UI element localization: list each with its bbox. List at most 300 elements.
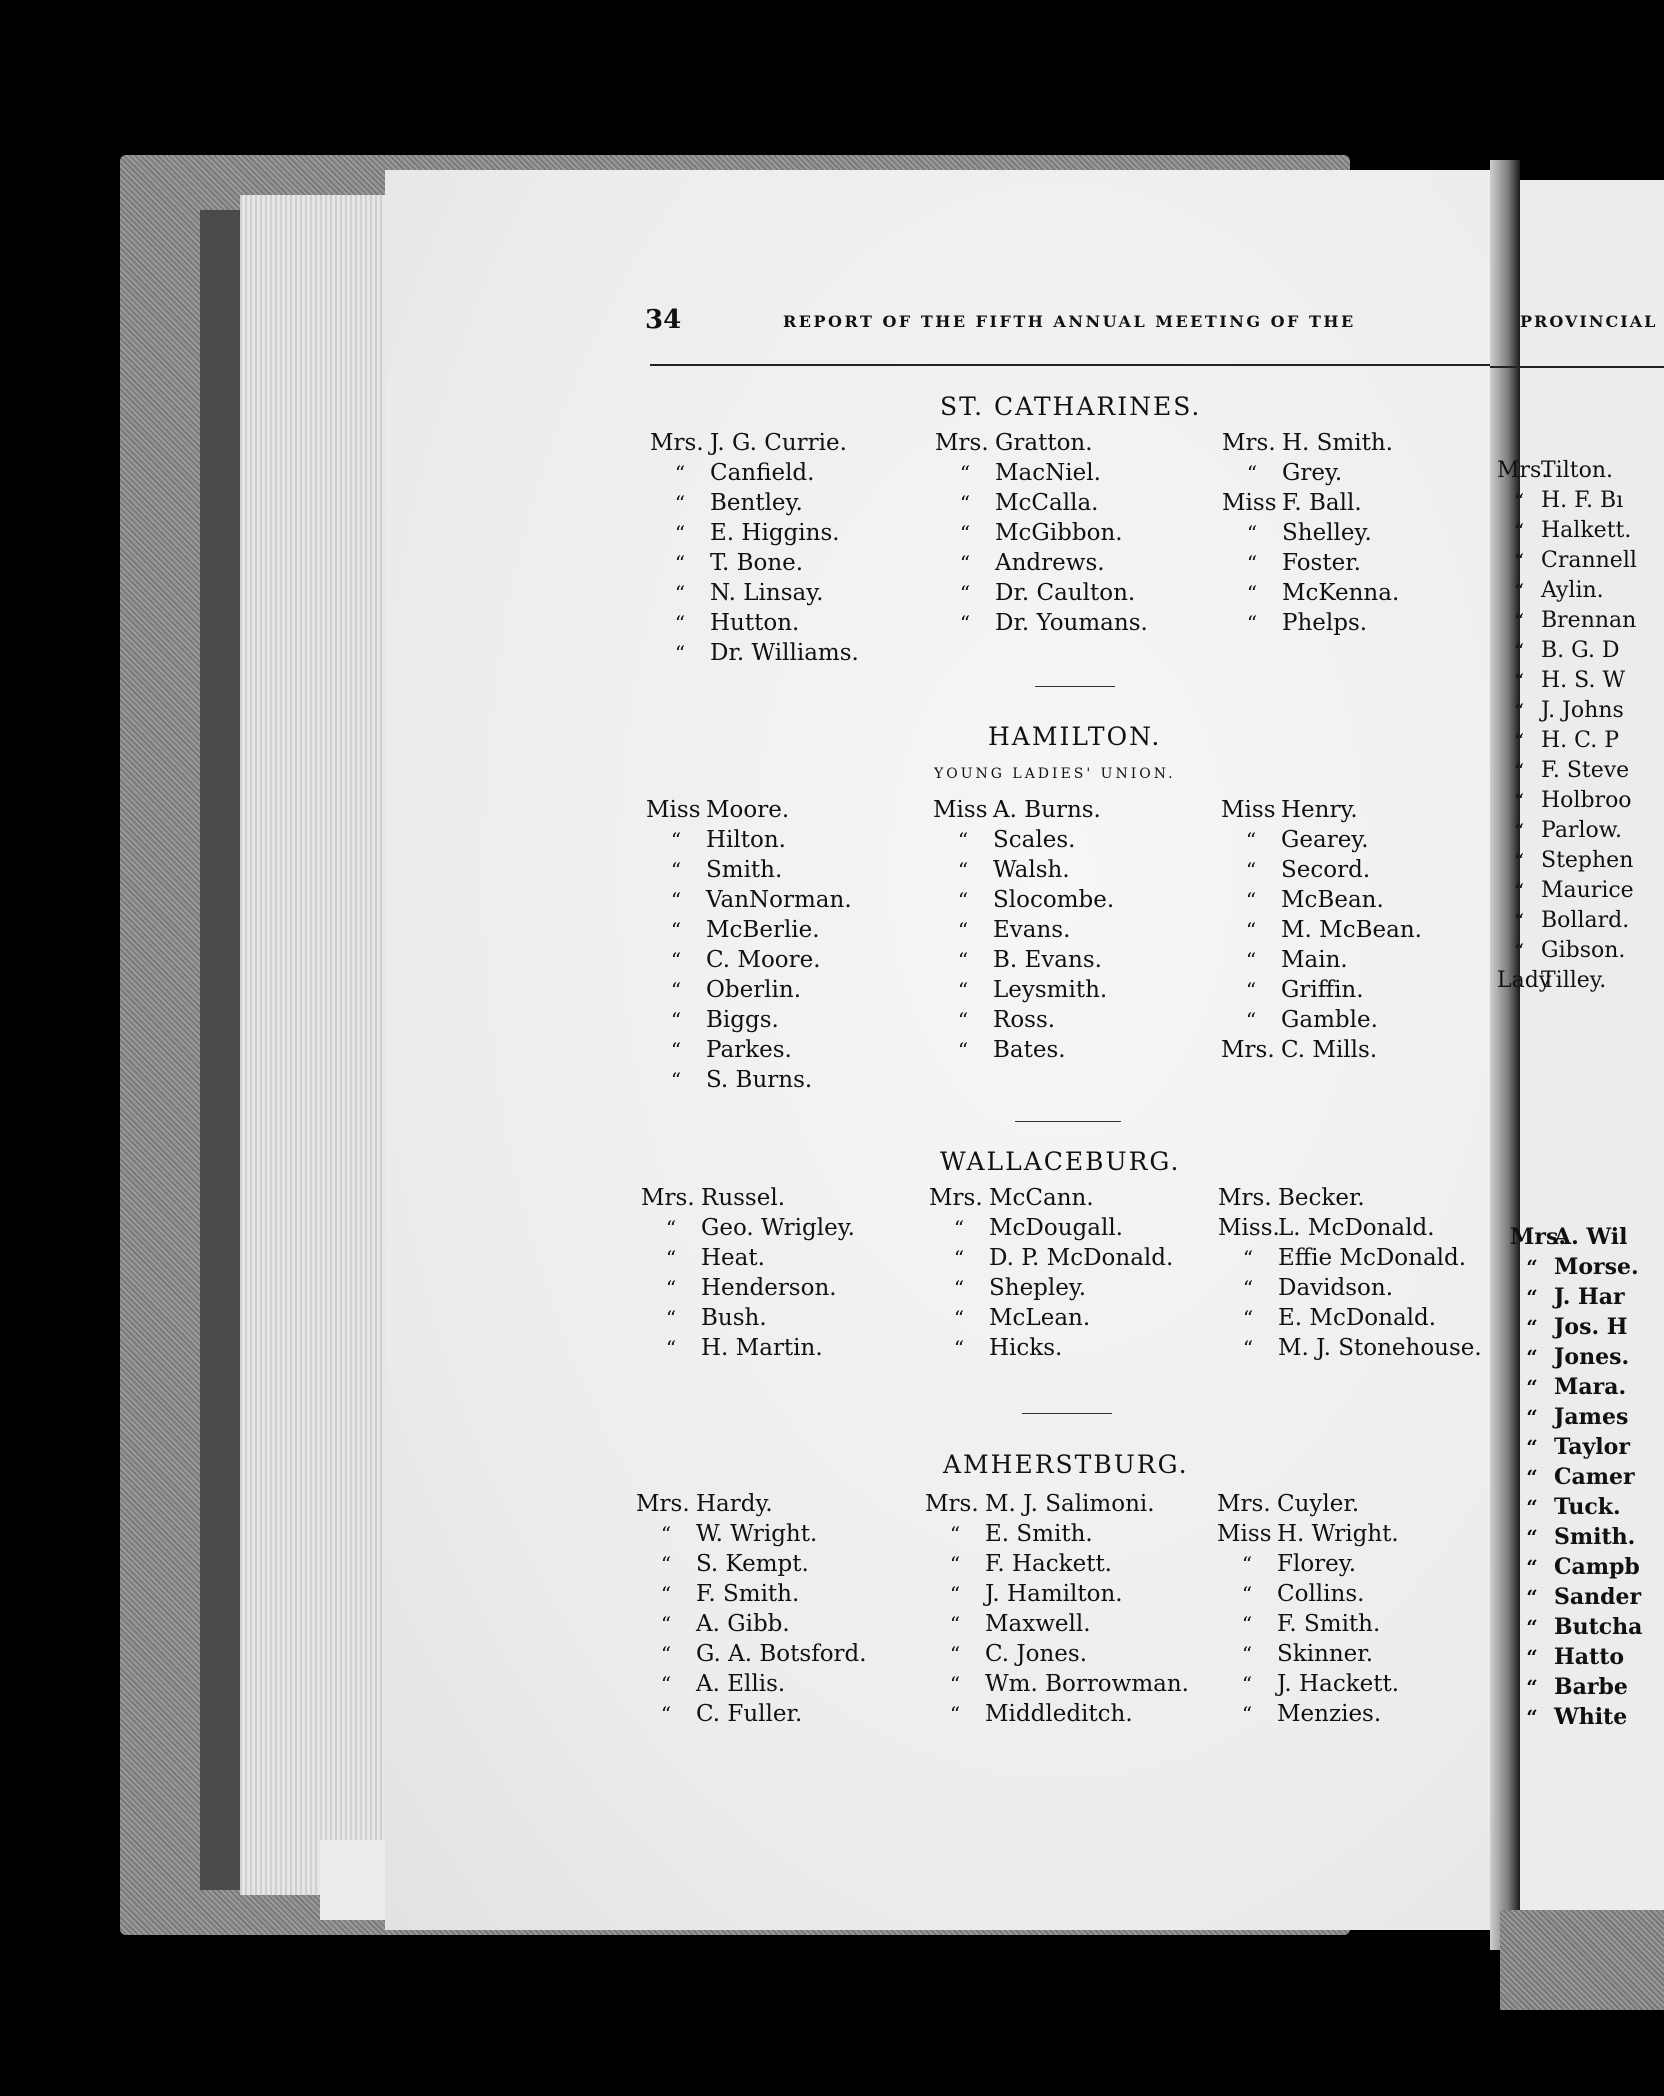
list-item (925, 1699, 1189, 1729)
list-item (1217, 1489, 1399, 1519)
entry-name: Hatto (1554, 1644, 1625, 1670)
list-item (646, 975, 852, 1005)
entry-name: Smith. (1554, 1524, 1636, 1550)
entry-prefix: “ (1241, 1582, 1253, 1606)
entry-prefix: “ (1513, 879, 1525, 903)
entry-prefix: “ (949, 1582, 961, 1606)
entry-prefix: “ (660, 1702, 672, 1726)
list-item (1217, 1639, 1399, 1669)
entry-name: L. McDonald. (1278, 1215, 1435, 1241)
section-title-wallaceburg: WALLACEBURG. (940, 1147, 1181, 1176)
entry-prefix: Mrs. (1221, 1037, 1275, 1063)
entry-prefix: “ (1241, 1672, 1253, 1696)
entry-name: McCalla. (995, 490, 1099, 516)
entry-prefix: Mrs. (925, 1491, 979, 1517)
entry-name: Florey. (1277, 1551, 1357, 1577)
entry-name: B. G. D (1541, 638, 1620, 663)
section-divider (1015, 1121, 1121, 1122)
list-item (1497, 876, 1637, 906)
list-item (650, 488, 859, 518)
entry-name: McCann. (989, 1185, 1094, 1211)
entry-name: F. Hackett. (985, 1551, 1112, 1577)
facing-column-2 (1510, 1222, 1642, 1732)
entry-prefix: Mrs. (1222, 430, 1276, 456)
list-item (1221, 915, 1422, 945)
entry-prefix: Mrs. (641, 1185, 695, 1211)
list-item (1217, 1549, 1399, 1579)
entry-prefix: “ (1526, 1435, 1538, 1459)
list-item (1510, 1522, 1642, 1552)
entry-name: F. Smith. (696, 1581, 800, 1607)
entry-prefix: “ (957, 978, 969, 1002)
entry-name: W. Wright. (696, 1521, 818, 1547)
list-item (1222, 428, 1399, 458)
entry-prefix: “ (959, 581, 971, 605)
list-item (1497, 936, 1637, 966)
entry-prefix: “ (670, 888, 682, 912)
entry-name: James (1554, 1404, 1629, 1430)
entry-prefix: “ (957, 918, 969, 942)
list-item (646, 825, 852, 855)
list-item (1497, 576, 1637, 606)
list-item (1497, 696, 1637, 726)
entry-prefix: “ (1513, 729, 1525, 753)
list-item (929, 1183, 1173, 1213)
entry-prefix: “ (665, 1306, 677, 1330)
section-subtitle-young-ladies-union: YOUNG LADIES' UNION. (934, 766, 1176, 782)
entry-prefix: Miss (933, 797, 988, 823)
entry-name: Maxwell. (985, 1611, 1091, 1637)
entry-prefix: “ (1513, 639, 1525, 663)
entry-prefix: “ (1526, 1555, 1538, 1579)
entry-prefix: Miss (1222, 490, 1277, 516)
st-catharines-column-3 (1222, 428, 1399, 638)
list-item (933, 885, 1114, 915)
entry-prefix: “ (953, 1276, 965, 1300)
entry-prefix: “ (1526, 1465, 1538, 1489)
entry-prefix: “ (959, 611, 971, 635)
list-item (1217, 1669, 1399, 1699)
list-item (1218, 1183, 1482, 1213)
entry-prefix: “ (953, 1246, 965, 1270)
entry-name: Gearey. (1281, 827, 1369, 853)
entry-prefix: “ (1245, 918, 1257, 942)
list-item (1218, 1213, 1482, 1243)
entry-prefix: “ (1513, 669, 1525, 693)
list-item (925, 1579, 1189, 1609)
entry-name: D. P. McDonald. (989, 1245, 1174, 1271)
list-item (935, 578, 1148, 608)
entry-prefix: “ (665, 1216, 677, 1240)
entry-name: J. Har (1554, 1284, 1625, 1310)
entry-prefix: “ (674, 611, 686, 635)
entry-prefix: “ (959, 491, 971, 515)
list-item (1510, 1612, 1642, 1642)
entry-name: M. J. Salimoni. (985, 1491, 1155, 1517)
entry-prefix: “ (660, 1552, 672, 1576)
entry-prefix: Lady (1497, 968, 1552, 993)
entry-name: Halkett. (1541, 518, 1632, 543)
entry-prefix: “ (670, 1068, 682, 1092)
entry-prefix: “ (660, 1522, 672, 1546)
entry-prefix: “ (1526, 1705, 1538, 1729)
list-item (641, 1303, 855, 1333)
list-item (641, 1243, 855, 1273)
entry-prefix: “ (957, 948, 969, 972)
entry-prefix: “ (959, 521, 971, 545)
list-item (929, 1273, 1173, 1303)
entry-name: F. Ball. (1282, 490, 1362, 516)
entry-name: Mara. (1554, 1374, 1627, 1400)
list-item (1497, 456, 1637, 486)
entry-name: Dr. Caulton. (995, 580, 1136, 606)
list-item (1218, 1303, 1482, 1333)
entry-name: H. Martin. (701, 1335, 823, 1361)
entry-prefix: “ (959, 461, 971, 485)
entry-prefix: Mrs. (1497, 458, 1549, 483)
list-item (1497, 636, 1637, 666)
entry-name: E. Higgins. (710, 520, 840, 546)
entry-prefix: “ (1245, 858, 1257, 882)
entry-prefix: Miss (646, 797, 701, 823)
entry-name: Davidson. (1278, 1275, 1393, 1301)
list-item (925, 1609, 1189, 1639)
list-item (1222, 578, 1399, 608)
entry-prefix: Mrs. (929, 1185, 983, 1211)
list-item (646, 795, 852, 825)
entry-name: Wm. Borrowman. (985, 1671, 1189, 1697)
entry-prefix: “ (949, 1642, 961, 1666)
list-item (925, 1549, 1189, 1579)
list-item (641, 1213, 855, 1243)
list-item (1497, 546, 1637, 576)
entry-name: Tuck. (1554, 1494, 1621, 1520)
list-item (1497, 816, 1637, 846)
entry-name: J. Hamilton. (985, 1581, 1123, 1607)
entry-prefix: “ (1513, 939, 1525, 963)
list-item (933, 945, 1114, 975)
list-item (1497, 906, 1637, 936)
list-item (646, 1005, 852, 1035)
list-item (933, 795, 1114, 825)
entry-name: Foster. (1282, 550, 1361, 576)
list-item (646, 1065, 852, 1095)
list-item (1510, 1282, 1642, 1312)
entry-name: McBean. (1281, 887, 1384, 913)
entry-prefix: “ (660, 1642, 672, 1666)
entry-name: J. Johns (1541, 698, 1624, 723)
entry-name: B. Evans. (993, 947, 1102, 973)
entry-prefix: “ (665, 1246, 677, 1270)
entry-name: Russel. (701, 1185, 786, 1211)
entry-prefix: “ (1513, 759, 1525, 783)
list-item (925, 1519, 1189, 1549)
entry-name: H. F. Bı (1541, 488, 1624, 513)
entry-prefix: “ (1246, 581, 1258, 605)
entry-prefix: “ (660, 1612, 672, 1636)
list-item (935, 518, 1148, 548)
list-item (650, 608, 859, 638)
list-item (929, 1243, 1173, 1273)
list-item (1221, 975, 1422, 1005)
entry-name: Moore. (706, 797, 790, 823)
list-item (933, 1005, 1114, 1035)
entry-name: Gratton. (995, 430, 1093, 456)
entry-name: Butcha (1554, 1614, 1643, 1640)
list-item (1221, 855, 1422, 885)
entry-prefix: “ (1245, 948, 1257, 972)
entry-name: M. McBean. (1281, 917, 1422, 943)
entry-prefix: “ (670, 828, 682, 852)
list-item (636, 1579, 867, 1609)
list-item (1497, 726, 1637, 756)
entry-prefix: “ (957, 1038, 969, 1062)
list-item (1221, 1005, 1422, 1035)
st-catharines-column-1 (650, 428, 859, 668)
entry-prefix: “ (1513, 699, 1525, 723)
entry-name: A. Gibb. (696, 1611, 790, 1637)
list-item (1510, 1222, 1642, 1252)
list-item (929, 1333, 1173, 1363)
entry-name: A. Burns. (993, 797, 1101, 823)
entry-name: Hardy. (696, 1491, 773, 1517)
entry-name: J. Hackett. (1277, 1671, 1400, 1697)
entry-prefix: Miss (1221, 797, 1276, 823)
list-item (1221, 885, 1422, 915)
entry-name: Crannell (1541, 548, 1637, 573)
entry-name: Aylin. (1541, 578, 1604, 603)
list-item (646, 945, 852, 975)
entry-prefix: “ (665, 1336, 677, 1360)
facing-cover-strip (1500, 1910, 1664, 2010)
entry-name: Stephen (1541, 848, 1634, 873)
list-item (1497, 666, 1637, 696)
entry-name: Scales. (993, 827, 1076, 853)
entry-name: Barbe (1554, 1674, 1628, 1700)
list-item (929, 1213, 1173, 1243)
entry-name: Grey. (1282, 460, 1343, 486)
entry-prefix: “ (670, 978, 682, 1002)
list-item (935, 458, 1148, 488)
list-item (935, 548, 1148, 578)
list-item (1222, 548, 1399, 578)
list-item (1222, 458, 1399, 488)
list-item (650, 638, 859, 668)
list-item (1497, 606, 1637, 636)
list-item (1497, 786, 1637, 816)
entry-name: Henderson. (701, 1275, 837, 1301)
entry-name: Shepley. (989, 1275, 1087, 1301)
entry-name: H. C. P (1541, 728, 1620, 753)
entry-name: Bush. (701, 1305, 767, 1331)
list-item (636, 1669, 867, 1699)
entry-prefix: “ (660, 1582, 672, 1606)
entry-prefix: “ (1526, 1285, 1538, 1309)
list-item (1510, 1492, 1642, 1522)
entry-name: McGibbon. (995, 520, 1123, 546)
entry-prefix: “ (1513, 789, 1525, 813)
entry-name: A. Wil (1554, 1224, 1628, 1250)
entry-name: Phelps. (1282, 610, 1368, 636)
list-item (1221, 1035, 1422, 1065)
facing-header-rule (1490, 366, 1664, 368)
list-item (646, 915, 852, 945)
st-catharines-column-2 (935, 428, 1148, 638)
list-item (1510, 1552, 1642, 1582)
entry-prefix: “ (949, 1702, 961, 1726)
entry-name: Henry. (1281, 797, 1358, 823)
entry-prefix: “ (1241, 1612, 1253, 1636)
entry-name: Canfield. (710, 460, 815, 486)
entry-name: Tilley. (1541, 968, 1607, 993)
entry-name: Parlow. (1541, 818, 1622, 843)
entry-name: S. Burns. (706, 1067, 813, 1093)
amherstburg-column-3 (1217, 1489, 1399, 1729)
list-item (1510, 1402, 1642, 1432)
entry-name: Shelley. (1282, 520, 1372, 546)
list-item (933, 855, 1114, 885)
entry-prefix: “ (1246, 521, 1258, 545)
entry-prefix: “ (674, 581, 686, 605)
list-item (933, 1035, 1114, 1065)
list-item (650, 578, 859, 608)
wallaceburg-column-1 (641, 1183, 855, 1363)
entry-prefix: “ (957, 858, 969, 882)
entry-prefix: “ (1245, 1008, 1257, 1032)
list-item (1218, 1333, 1482, 1363)
entry-name: Heat. (701, 1245, 765, 1271)
entry-prefix: “ (1241, 1702, 1253, 1726)
entry-name: F. Steve (1541, 758, 1630, 783)
entry-name: Hutton. (710, 610, 800, 636)
entry-name: C. Fuller. (696, 1701, 803, 1727)
list-item (1221, 945, 1422, 975)
entry-prefix: “ (949, 1552, 961, 1576)
entry-name: Effie McDonald. (1278, 1245, 1467, 1271)
list-item (1497, 846, 1637, 876)
entry-name: Dr. Youmans. (995, 610, 1148, 636)
entry-name: Camer (1554, 1464, 1635, 1490)
list-item (1222, 488, 1399, 518)
entry-prefix: “ (674, 641, 686, 665)
amherstburg-column-2 (925, 1489, 1189, 1729)
entry-prefix: “ (670, 1008, 682, 1032)
list-item (1218, 1243, 1482, 1273)
entry-prefix: “ (1513, 489, 1525, 513)
entry-name: C. Mills. (1281, 1037, 1378, 1063)
entry-name: Brennan (1541, 608, 1637, 633)
entry-name: Hilton. (706, 827, 786, 853)
list-item (1497, 756, 1637, 786)
entry-name: T. Bone. (710, 550, 804, 576)
entry-name: Bates. (993, 1037, 1066, 1063)
entry-prefix: “ (1526, 1585, 1538, 1609)
entry-name: MacNiel. (995, 460, 1101, 486)
entry-prefix: “ (1526, 1615, 1538, 1639)
entry-prefix: “ (1513, 549, 1525, 573)
section-title-amherstburg: AMHERSTBURG. (943, 1450, 1189, 1479)
entry-prefix: “ (1246, 611, 1258, 635)
list-item (636, 1549, 867, 1579)
entry-name: Secord. (1281, 857, 1371, 883)
entry-prefix: Mrs. (1217, 1491, 1271, 1517)
wallaceburg-column-2 (929, 1183, 1173, 1363)
entry-prefix: “ (1513, 609, 1525, 633)
list-item (1510, 1672, 1642, 1702)
amherstburg-column-1 (636, 1489, 867, 1729)
list-item (641, 1183, 855, 1213)
entry-prefix: “ (1513, 579, 1525, 603)
entry-prefix: “ (1513, 519, 1525, 543)
section-title-st-catharines: ST. CATHARINES. (940, 392, 1202, 421)
list-item (1218, 1273, 1482, 1303)
list-item (1510, 1372, 1642, 1402)
entry-prefix: “ (660, 1672, 672, 1696)
entry-name: Morse. (1554, 1254, 1639, 1280)
entry-prefix: “ (953, 1336, 965, 1360)
entry-name: Cuyler. (1277, 1491, 1360, 1517)
list-item (646, 855, 852, 885)
list-item (1217, 1579, 1399, 1609)
list-item (925, 1669, 1189, 1699)
entry-prefix: “ (953, 1216, 965, 1240)
entry-name: Parkes. (706, 1037, 792, 1063)
wallaceburg-column-3 (1218, 1183, 1482, 1363)
list-item (935, 428, 1148, 458)
entry-name: McKenna. (1282, 580, 1400, 606)
entry-prefix: Mrs. (1218, 1185, 1272, 1211)
list-item (1497, 486, 1637, 516)
entry-prefix: “ (1242, 1306, 1254, 1330)
entry-name: Walsh. (993, 857, 1070, 883)
list-item (935, 608, 1148, 638)
entry-name: H. Wright. (1277, 1521, 1399, 1547)
entry-name: Jos. H (1554, 1314, 1628, 1340)
entry-name: M. J. Stonehouse. (1278, 1335, 1482, 1361)
entry-prefix: “ (1513, 849, 1525, 873)
entry-prefix: “ (1526, 1495, 1538, 1519)
facing-page-title: PROVINCIAL (1520, 312, 1658, 331)
entry-name: E. Smith. (985, 1521, 1093, 1547)
entry-prefix: “ (674, 551, 686, 575)
list-item (641, 1333, 855, 1363)
section-title-hamilton: HAMILTON. (988, 722, 1162, 751)
entry-name: Campb (1554, 1554, 1640, 1580)
entry-prefix: “ (957, 888, 969, 912)
entry-name: J. G. Currie. (710, 430, 847, 456)
hamilton-column-1 (646, 795, 852, 1095)
entry-prefix: “ (674, 461, 686, 485)
entry-name: G. A. Botsford. (696, 1641, 867, 1667)
entry-prefix: “ (1526, 1675, 1538, 1699)
entry-prefix: “ (957, 1008, 969, 1032)
entry-prefix: “ (674, 491, 686, 515)
list-item (1222, 608, 1399, 638)
entry-name: McBerlie. (706, 917, 820, 943)
list-item (1510, 1342, 1642, 1372)
list-item (1497, 966, 1637, 996)
list-item (1510, 1462, 1642, 1492)
entry-prefix: Miss. (1218, 1215, 1280, 1241)
entry-prefix: “ (1245, 978, 1257, 1002)
running-title: REPORT OF THE FIFTH ANNUAL MEETING OF THE (783, 312, 1356, 331)
entry-name: White (1554, 1704, 1628, 1730)
entry-name: Skinner. (1277, 1641, 1374, 1667)
entry-prefix: “ (957, 828, 969, 852)
entry-prefix: “ (1242, 1246, 1254, 1270)
entry-name: A. Ellis. (696, 1671, 786, 1697)
list-item (933, 825, 1114, 855)
